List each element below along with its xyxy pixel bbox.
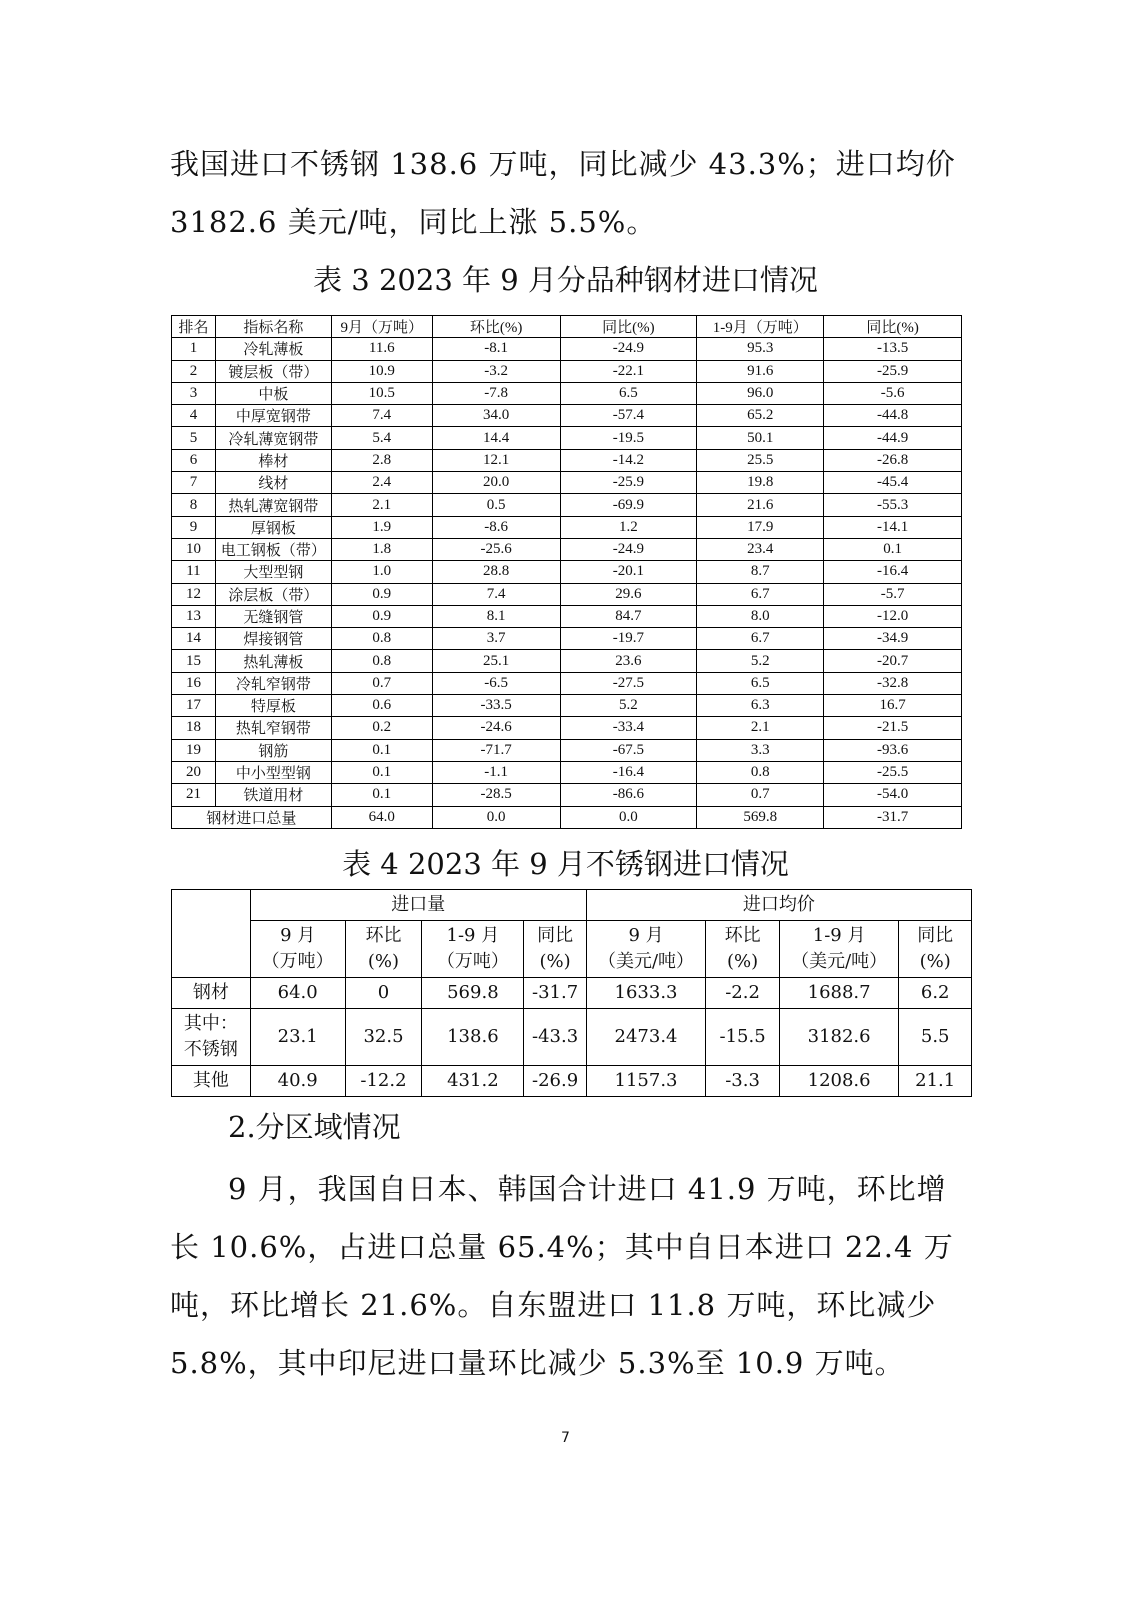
- table4-group-volume: 进口量: [250, 890, 586, 921]
- region-paragraph: 9 月，我国自日本、韩国合计进口 41.9 万吨，环比增长 10.6%，占进口总量 65.4%；其中自日本进口 22.4 万吨，环比增长 21.6%。自东盟进口 11.8 万吨，环比减少 5.8%，其中印尼进口量环比减少 5.3%至 10.9 万吨。: [170, 1172, 954, 1380]
- table-cell: 0.1: [331, 739, 432, 761]
- table-cell: 0: [345, 978, 422, 1009]
- table3: [171, 315, 962, 829]
- table-cell: -55.3: [824, 494, 962, 516]
- table-cell: 中厚宽钢带: [215, 405, 331, 427]
- table-cell: -14.2: [560, 449, 697, 471]
- table-cell: 0.9: [331, 583, 432, 605]
- table-cell: 冷轧窄钢带: [215, 672, 331, 694]
- table-row: [172, 472, 962, 494]
- table-cell: 15: [172, 650, 216, 672]
- table-cell: -19.7: [560, 628, 697, 650]
- table-cell: 1208.6: [779, 1066, 899, 1097]
- table-cell: 0.0: [432, 806, 560, 828]
- table-cell: 焊接钢管: [215, 628, 331, 650]
- table-cell: 84.7: [560, 605, 697, 627]
- table-cell: -32.8: [824, 672, 962, 694]
- table-cell: -6.5: [432, 672, 560, 694]
- table-cell: 2: [172, 360, 216, 382]
- table-row: [172, 695, 962, 717]
- table-row: [172, 516, 962, 538]
- table-cell: -8.6: [432, 516, 560, 538]
- table-cell: 7.4: [432, 583, 560, 605]
- table-cell: 电工钢板（带）: [215, 538, 331, 560]
- table-cell: 29.6: [560, 583, 697, 605]
- table-cell: 20.0: [432, 472, 560, 494]
- table-cell: -33.4: [560, 717, 697, 739]
- table3-header-row: [172, 316, 962, 338]
- table-cell: 28.8: [432, 561, 560, 583]
- table4-subheader-cell: [779, 921, 899, 978]
- table-cell: -28.5: [432, 784, 560, 806]
- table-row: [172, 605, 962, 627]
- table-cell: 热轧薄宽钢带: [215, 494, 331, 516]
- row-label-line: 不锈钢: [183, 1039, 238, 1060]
- table-cell: 2.1: [331, 494, 432, 516]
- table-cell: 0.5: [432, 494, 560, 516]
- table-cell: 5: [172, 427, 216, 449]
- table-cell: 0.8: [331, 650, 432, 672]
- table-cell: 20: [172, 761, 216, 783]
- table-cell: 2.4: [331, 472, 432, 494]
- table-cell: 1.0: [331, 561, 432, 583]
- table-cell: 11.6: [331, 338, 432, 360]
- table-row: [172, 628, 962, 650]
- table-cell: 中小型型钢: [215, 761, 331, 783]
- table-row: [172, 449, 962, 471]
- table-cell: -25.6: [432, 538, 560, 560]
- table4: [171, 889, 972, 1097]
- table-cell: 8: [172, 494, 216, 516]
- table-cell: -54.0: [824, 784, 962, 806]
- subheader-line: （万吨）: [436, 951, 509, 972]
- subheader-line: 环比: [724, 925, 761, 946]
- table-cell: -31.7: [824, 806, 962, 828]
- table-cell: -33.5: [432, 695, 560, 717]
- table-cell: -12.0: [824, 605, 962, 627]
- subheader-line: 同比: [917, 925, 954, 946]
- table-cell: 热轧薄板: [215, 650, 331, 672]
- table-cell: 5.2: [560, 695, 697, 717]
- table4-corner-cell: [172, 890, 251, 978]
- row-label: [172, 1009, 251, 1066]
- table-cell: 3.3: [697, 739, 824, 761]
- subheader-line: (%): [727, 951, 759, 972]
- table-cell: -15.5: [706, 1009, 780, 1066]
- table-cell: -21.5: [824, 717, 962, 739]
- table-row: [172, 561, 962, 583]
- table-cell: 1.8: [331, 538, 432, 560]
- table-row: [172, 761, 962, 783]
- table-cell: 6.2: [899, 978, 972, 1009]
- table4-subheader-cell: [586, 921, 706, 978]
- table-cell: 23.4: [697, 538, 824, 560]
- row-label-line: 钢材: [192, 982, 229, 1003]
- table-row: [172, 650, 962, 672]
- table-cell: 0.2: [331, 717, 432, 739]
- table-cell: 2473.4: [586, 1009, 706, 1066]
- table-cell: 热轧窄钢带: [215, 717, 331, 739]
- table-cell: -12.2: [345, 1066, 422, 1097]
- table-cell: -93.6: [824, 739, 962, 761]
- table-cell: 1.2: [560, 516, 697, 538]
- table-cell: 25.1: [432, 650, 560, 672]
- subheader-line: (%): [919, 951, 951, 972]
- table-row: [172, 583, 962, 605]
- table-cell: 棒材: [215, 449, 331, 471]
- table-row: [172, 784, 962, 806]
- table-cell: 17: [172, 695, 216, 717]
- table-cell: 7: [172, 472, 216, 494]
- table-cell: 1: [172, 338, 216, 360]
- table-cell: 14: [172, 628, 216, 650]
- table-cell: -44.8: [824, 405, 962, 427]
- table-row: [172, 382, 962, 404]
- table4-caption: 表 4 2023 年 9 月不锈钢进口情况: [342, 847, 789, 881]
- row-label-line: 其他: [192, 1070, 229, 1091]
- table-cell: 34.0: [432, 405, 560, 427]
- table-cell: 6.3: [697, 695, 824, 717]
- table-cell: 569.8: [422, 978, 524, 1009]
- table-cell: -67.5: [560, 739, 697, 761]
- table-cell: 5.2: [697, 650, 824, 672]
- table3-header-cell: 排名: [172, 316, 216, 338]
- table-cell: 431.2: [422, 1066, 524, 1097]
- table-cell: 中板: [215, 382, 331, 404]
- table-cell: -24.9: [560, 338, 697, 360]
- table-cell: 14.4: [432, 427, 560, 449]
- table-cell: -13.5: [824, 338, 962, 360]
- subheader-line: 9 月: [280, 925, 316, 946]
- table-cell: 2.8: [331, 449, 432, 471]
- table-cell: 16.7: [824, 695, 962, 717]
- table-cell: 10.5: [331, 382, 432, 404]
- table-cell: 10.9: [331, 360, 432, 382]
- table-cell: -14.1: [824, 516, 962, 538]
- table-row: [172, 717, 962, 739]
- table-cell: 1157.3: [586, 1066, 706, 1097]
- table-cell: 0.7: [331, 672, 432, 694]
- row-label: [172, 978, 251, 1009]
- table-cell: -27.5: [560, 672, 697, 694]
- table-cell: -34.9: [824, 628, 962, 650]
- row-label: [172, 1066, 251, 1097]
- table-cell: -24.6: [432, 717, 560, 739]
- table-cell: 18: [172, 717, 216, 739]
- table-cell: 大型型钢: [215, 561, 331, 583]
- table-cell: 1688.7: [779, 978, 899, 1009]
- table-cell: 10: [172, 538, 216, 560]
- row-label-line: 其中：: [183, 1013, 238, 1034]
- table-cell: 21.1: [899, 1066, 972, 1097]
- table3-caption: 表 3 2023 年 9 月分品种钢材进口情况: [313, 263, 818, 297]
- table-cell: 5.5: [899, 1009, 972, 1066]
- table-cell: 0.9: [331, 605, 432, 627]
- table-cell: 17.9: [697, 516, 824, 538]
- table3-header-cell: 1-9月（万吨）: [697, 316, 824, 338]
- table-cell: 5.4: [331, 427, 432, 449]
- table-cell: -20.1: [560, 561, 697, 583]
- table-cell: -16.4: [824, 561, 962, 583]
- table-cell: -71.7: [432, 739, 560, 761]
- table-cell: 7.4: [331, 405, 432, 427]
- table3-header-cell: 同比(%): [824, 316, 962, 338]
- table-cell: 8.7: [697, 561, 824, 583]
- subheader-line: (%): [539, 951, 571, 972]
- table-cell: -26.8: [824, 449, 962, 471]
- table-cell: 厚钢板: [215, 516, 331, 538]
- table-cell: -7.8: [432, 382, 560, 404]
- table-cell: -1.1: [432, 761, 560, 783]
- table-cell: -31.7: [524, 978, 586, 1009]
- table-cell: 冷轧薄宽钢带: [215, 427, 331, 449]
- table-cell: 3.7: [432, 628, 560, 650]
- table-cell: 8.1: [432, 605, 560, 627]
- table-cell: 0.6: [331, 695, 432, 717]
- table-cell: 6.7: [697, 583, 824, 605]
- table3-header-cell: 同比(%): [560, 316, 697, 338]
- table-cell: -5.7: [824, 583, 962, 605]
- table-cell: 铁道用材: [215, 784, 331, 806]
- table-cell: 40.9: [250, 1066, 345, 1097]
- table-cell: 0.8: [331, 628, 432, 650]
- subheader-line: （美元/吨）: [791, 951, 888, 972]
- table-cell: 19: [172, 739, 216, 761]
- table-cell: -2.2: [706, 978, 780, 1009]
- table-cell: -44.9: [824, 427, 962, 449]
- table-cell: -25.9: [560, 472, 697, 494]
- table-cell: -19.5: [560, 427, 697, 449]
- table-cell: 无缝钢管: [215, 605, 331, 627]
- subheader-line: 1-9 月: [812, 925, 866, 946]
- table-cell: -24.9: [560, 538, 697, 560]
- table-cell: 6.5: [560, 382, 697, 404]
- table-row: [172, 672, 962, 694]
- table-cell: 569.8: [697, 806, 824, 828]
- table-cell: 0.1: [331, 784, 432, 806]
- table-cell: -8.1: [432, 338, 560, 360]
- table-cell: -25.5: [824, 761, 962, 783]
- table-cell: -26.9: [524, 1066, 586, 1097]
- table-cell: 13: [172, 605, 216, 627]
- table-row: [172, 1009, 972, 1066]
- table-cell: 19.8: [697, 472, 824, 494]
- table-cell: -25.9: [824, 360, 962, 382]
- table-row: [172, 978, 972, 1009]
- table-cell: 1633.3: [586, 978, 706, 1009]
- subheader-line: （万吨）: [261, 951, 334, 972]
- table-cell: 96.0: [697, 382, 824, 404]
- table-row: [172, 739, 962, 761]
- subheader-line: (%): [367, 951, 400, 972]
- total-label: 钢材进口总量: [172, 806, 332, 828]
- section-heading: 2.分区域情况: [228, 1110, 401, 1144]
- table-cell: 9: [172, 516, 216, 538]
- table-row: [172, 538, 962, 560]
- subheader-line: 1-9 月: [446, 925, 500, 946]
- table-cell: -3.2: [432, 360, 560, 382]
- table3-header-cell: 环比(%): [432, 316, 560, 338]
- table-cell: -3.3: [706, 1066, 780, 1097]
- table-cell: 50.1: [697, 427, 824, 449]
- subheader-line: 环比: [365, 925, 402, 946]
- table-cell: -16.4: [560, 761, 697, 783]
- table-cell: 镀层板（带）: [215, 360, 331, 382]
- intro-paragraph: 我国进口不锈钢 138.6 万吨，同比减少 43.3%；进口均价 3182.6 美元/吨，同比上涨 5.5%。: [170, 147, 956, 239]
- table-cell: 6.5: [697, 672, 824, 694]
- table-cell: 12: [172, 583, 216, 605]
- table-cell: -86.6: [560, 784, 697, 806]
- table-cell: 64.0: [250, 978, 345, 1009]
- table-row: [172, 494, 962, 516]
- table4-group-price: 进口均价: [586, 890, 971, 921]
- table-cell: -45.4: [824, 472, 962, 494]
- table-cell: 11: [172, 561, 216, 583]
- table4-group-row: [172, 890, 972, 921]
- page-number: 7: [561, 1430, 570, 1446]
- table-cell: 21: [172, 784, 216, 806]
- table-cell: 64.0: [331, 806, 432, 828]
- table4-subheader-cell: [250, 921, 345, 978]
- table3-header-cell: 指标名称: [215, 316, 331, 338]
- table3-total-row: [172, 806, 962, 828]
- table-cell: -5.6: [824, 382, 962, 404]
- table-cell: -57.4: [560, 405, 697, 427]
- table-cell: 0.1: [824, 538, 962, 560]
- table4-subheader-cell: [899, 921, 972, 978]
- table-row: [172, 427, 962, 449]
- table-cell: 6: [172, 449, 216, 471]
- table-cell: 3: [172, 382, 216, 404]
- table-cell: 钢筋: [215, 739, 331, 761]
- table3-header-cell: 9月（万吨）: [331, 316, 432, 338]
- table-cell: 0.7: [697, 784, 824, 806]
- subheader-line: （美元/吨）: [597, 951, 695, 972]
- table-cell: 线材: [215, 472, 331, 494]
- subheader-line: 9 月: [628, 925, 664, 946]
- table-cell: 8.0: [697, 605, 824, 627]
- table-cell: -22.1: [560, 360, 697, 382]
- table-cell: -43.3: [524, 1009, 586, 1066]
- table-cell: 138.6: [422, 1009, 524, 1066]
- table-row: [172, 338, 962, 360]
- table-cell: 0.1: [331, 761, 432, 783]
- table-cell: 25.5: [697, 449, 824, 471]
- table-cell: 0.8: [697, 761, 824, 783]
- table4-subheader-cell: [345, 921, 422, 978]
- table-cell: 16: [172, 672, 216, 694]
- table4-subheader-cell: [422, 921, 524, 978]
- table-cell: 32.5: [345, 1009, 422, 1066]
- table-cell: -69.9: [560, 494, 697, 516]
- table-cell: 23.1: [250, 1009, 345, 1066]
- table-cell: -20.7: [824, 650, 962, 672]
- table-cell: 0.0: [560, 806, 697, 828]
- table4-subheader-cell: [524, 921, 586, 978]
- table-cell: 冷轧薄板: [215, 338, 331, 360]
- table-cell: 23.6: [560, 650, 697, 672]
- subheader-line: 同比: [537, 925, 574, 946]
- table-cell: 65.2: [697, 405, 824, 427]
- table-cell: 4: [172, 405, 216, 427]
- table-cell: 12.1: [432, 449, 560, 471]
- table-cell: 95.3: [697, 338, 824, 360]
- table-cell: 6.7: [697, 628, 824, 650]
- table-cell: 3182.6: [779, 1009, 899, 1066]
- table-cell: 特厚板: [215, 695, 331, 717]
- table4-subheader-row: [172, 921, 972, 978]
- table-row: [172, 405, 962, 427]
- table-cell: 91.6: [697, 360, 824, 382]
- table-cell: 涂层板（带）: [215, 583, 331, 605]
- table-cell: 1.9: [331, 516, 432, 538]
- table-row: [172, 1066, 972, 1097]
- table4-subheader-cell: [706, 921, 780, 978]
- table-cell: 2.1: [697, 717, 824, 739]
- table-cell: 21.6: [697, 494, 824, 516]
- table-row: [172, 360, 962, 382]
